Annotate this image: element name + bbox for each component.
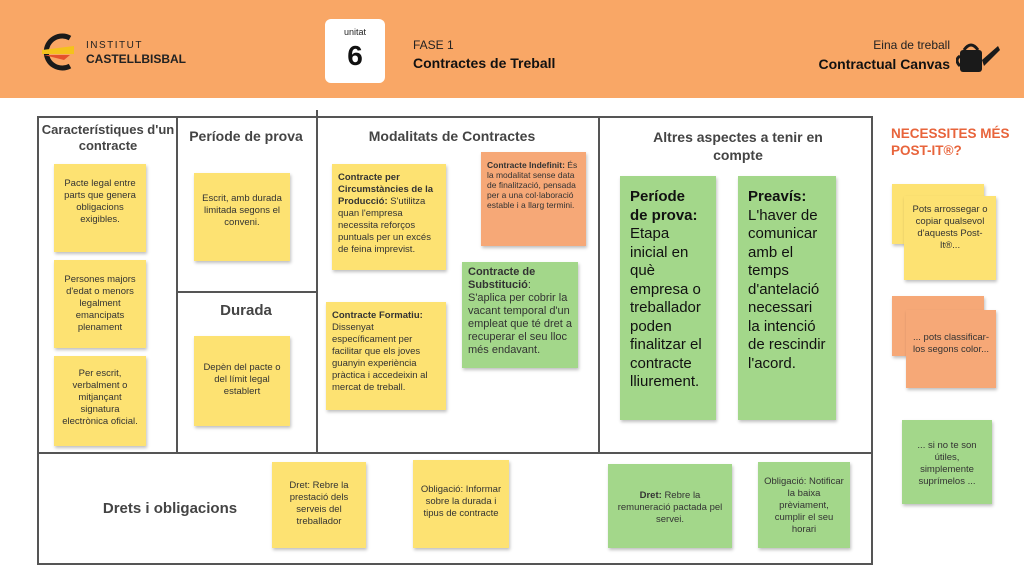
note-text: Rebre la remuneració pactada pel servei.	[617, 490, 723, 525]
section-title-drets: Drets i obligacions	[102, 500, 238, 517]
phase-label: FASE 1	[413, 38, 454, 52]
divider	[176, 116, 178, 453]
post-it-note[interactable]: Per escrit, verbalment o mitjançant signatura electrònica oficial.	[54, 356, 146, 446]
logo-mark-icon	[40, 32, 84, 72]
tool-title: Contractual Canvas	[818, 56, 950, 72]
divider	[316, 110, 318, 453]
section-title-periode: Període de prova	[189, 128, 303, 144]
note-title: Preavís:	[748, 188, 807, 205]
post-it-note[interactable]	[620, 176, 716, 420]
post-it-note[interactable]: Obligació: Informar sobre la durada i tipus de contracte	[413, 460, 509, 548]
note-text: L'haver de comunicar amb el temps d'antelació necessari la intenció de rescindir l'acord.	[748, 206, 826, 372]
divider	[37, 452, 873, 454]
unit-number: 6	[347, 40, 363, 71]
section-title-caracteristiques: Característiques d'un contracte	[41, 122, 175, 153]
divider	[176, 291, 317, 293]
sidebar-title: NECESSITES MÉS POST-IT®?	[891, 126, 1010, 158]
watering-can-icon	[956, 40, 1000, 76]
note-text: És la modalitat sense data de finalització, pensada per a una col·laboració estable i a llarg termini.	[487, 160, 578, 210]
logo-line-1: INSTITUT	[86, 40, 143, 51]
post-it-note[interactable]: Pacte legal entre parts que genera obligacions exigibles.	[54, 164, 146, 252]
post-it-note[interactable]	[326, 302, 446, 410]
note-title: Contracte de Substitució	[468, 266, 536, 291]
note-title: Contracte Indefinit:	[487, 160, 565, 170]
unit-badge	[325, 19, 385, 83]
section-title-modalitats: Modalitats de Contractes	[368, 128, 536, 144]
tool-label: Eina de treball	[873, 38, 950, 52]
note-text: : S'aplica per cobrir la vacant temporal d'un empleat que té dret a recuperar el seu lloc més endavant.	[468, 279, 572, 356]
note-title: Contracte per Circumstàncies de la Producció:	[338, 172, 434, 207]
post-it-note[interactable]	[481, 152, 586, 246]
post-it-note[interactable]	[608, 464, 732, 548]
school-logo	[40, 32, 186, 72]
note-text: Dissenyat específicament per facilitar que els joves guanyin experiència pràctica i accedeixin al mercat de treball.	[332, 322, 428, 393]
post-it-note[interactable]	[462, 262, 578, 368]
post-it-note[interactable]: Pots arrossegar o copiar qualsevol d'aquests Post-It®...	[904, 196, 996, 280]
post-it-note[interactable]	[738, 176, 836, 420]
unit-label: unitat	[343, 27, 367, 37]
phase-title: Contractes de Treball	[413, 55, 556, 71]
post-it-note[interactable]: Persones majors d'edat o menors legalment emancipats plenament	[54, 260, 146, 348]
post-it-note[interactable]: Escrit, amb durada limitada segons el conveni.	[194, 173, 290, 261]
divider	[598, 116, 600, 453]
post-it-note[interactable]: Dret: Rebre la prestació dels serveis del treballador	[272, 462, 366, 548]
note-title: Període de prova:	[630, 188, 698, 224]
section-title-altres: Altres aspectes a tenir en compte	[653, 129, 823, 163]
post-it-note[interactable]: Obligació: Notificar la baixa prèviament, cumplir el seu horari	[758, 462, 850, 548]
note-text: S'utilitza quan l'empresa necessita reforços puntuals per un excés de feina imprevist.	[338, 196, 431, 255]
header-bar	[0, 0, 1024, 98]
post-it-note[interactable]	[332, 164, 446, 270]
note-text: Etapa inicial en què empresa o treballador poden finalitzar el contracte lliurement.	[630, 225, 702, 390]
section-title-durada: Durada	[220, 302, 272, 319]
note-title: Contracte Formatiu:	[332, 310, 423, 321]
post-it-note[interactable]: ... si no te son útiles, simplemente suprímelos ...	[902, 420, 992, 504]
post-it-note[interactable]: Depèn del pacte o del límit legal establert	[194, 336, 290, 426]
note-title: Dret:	[639, 490, 662, 501]
logo-line-2: CASTELLBISBAL	[86, 52, 186, 66]
post-it-note[interactable]: ... pots classificar-los segons color...	[906, 310, 996, 388]
